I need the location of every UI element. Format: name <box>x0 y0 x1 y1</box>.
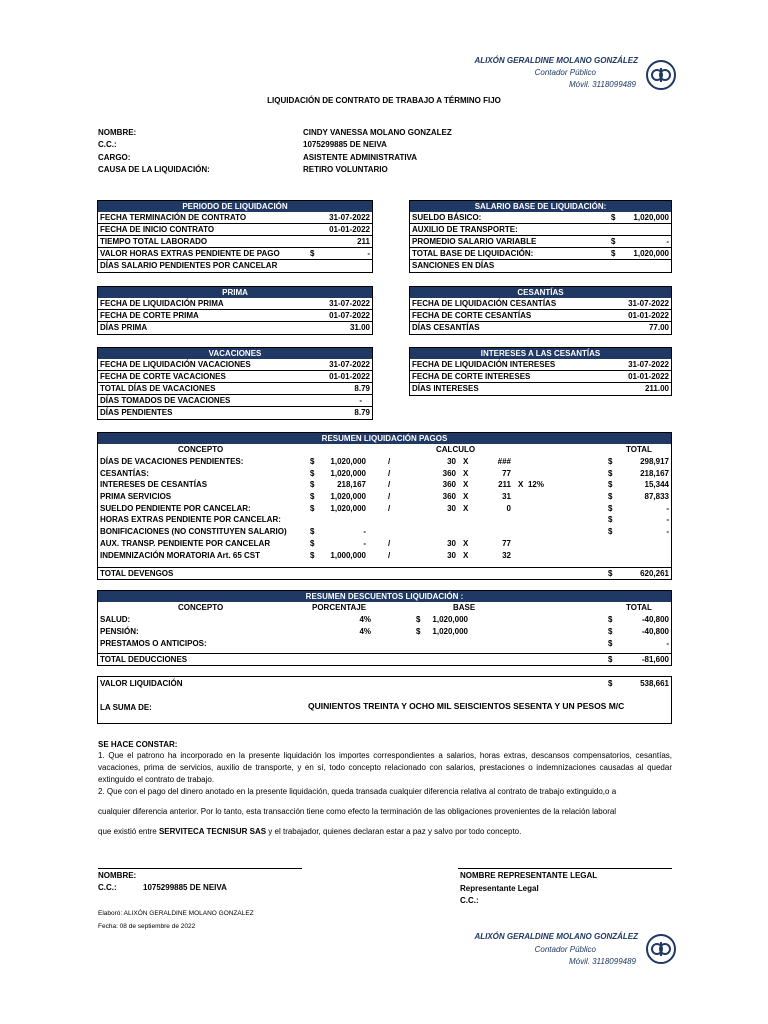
vacaciones-row: FECHA DE LIQUIDACIÓN VACACIONES 31-07-2022 <box>100 360 370 369</box>
pagos-cell-s1: $ <box>310 492 315 502</box>
accountant-name: ALIXÓN GERALDINE MOLANO GONZÁLEZ <box>474 56 638 65</box>
pagos-cell-k: PRIMA SERVICIOS <box>100 492 172 502</box>
salario-row: TOTAL BASE DE LIQUIDACIÓN: $ 1,020,000 <box>412 249 669 258</box>
constar-title: SE HACE CONSTAR: <box>98 740 178 749</box>
suma-value: QUINIENTOS TREINTA Y OCHO MIL SEISCIENTOS SESENTA Y UN PESOS M/C <box>308 701 625 711</box>
descuentos-cell-t: -40,800 <box>641 627 669 636</box>
pagos-cell-s1: $ <box>310 480 315 490</box>
pagos-cell-s1: $ <box>310 527 315 537</box>
salario-title: SALARIO BASE DE LIQUIDACIÓN: <box>410 201 671 212</box>
descuentos-porcentaje-header: PORCENTAJE <box>312 603 367 612</box>
pagos-cell-k: DÍAS DE VACACIONES PENDIENTES: <box>100 457 244 466</box>
pagos-cell-p: 12% <box>527 480 544 490</box>
pagos-row <box>98 491 671 503</box>
pagos-rows <box>98 456 671 561</box>
periodo-row: FECHA TERMINACIÓN DE CONTRATO 31-07-2022 <box>100 213 370 222</box>
valor-currency: $ <box>608 679 613 688</box>
salario-row: SUELDO BÁSICO: $ 1,020,000 <box>412 213 669 222</box>
pagos-row <box>98 456 671 468</box>
descuentos-cell-s1: $ <box>416 615 421 624</box>
pagos-cell-m: 31 <box>502 492 511 502</box>
descuentos-cell-k: PRESTAMOS O ANTICIPOS: <box>100 639 207 648</box>
descuentos-cell-t: -40,800 <box>641 615 669 624</box>
pagos-cell-k: INTERESES DE CESANTÍAS <box>100 480 208 490</box>
signature-line-left <box>98 868 302 869</box>
cc-value: 1075299885 DE NEIVA <box>303 140 387 149</box>
pagos-cell-s2: $ <box>608 468 613 478</box>
pagos-cell-t: 87,833 <box>644 492 669 502</box>
pagos-cell-x: X <box>463 550 469 560</box>
pagos-cell-k: CESANTÍAS: <box>100 468 149 478</box>
cesantias-row: FECHA DE CORTE CESANTÍAS 01-01-2022 <box>412 311 669 320</box>
prima-title: PRIMA <box>98 287 372 298</box>
representante-title: NOMBRE REPRESENTANTE LEGAL <box>460 871 598 880</box>
salario-row: AUXILIO DE TRANSPORTE: <box>410 224 671 236</box>
document-title: LIQUIDACIÓN DE CONTRATO DE TRABAJO A TÉRMINO FIJO <box>267 96 501 105</box>
fecha-text: Fecha: 08 de septiembre de 2022 <box>98 923 196 930</box>
company-name: SERVITECA TECNISUR SAS <box>158 827 267 836</box>
constar-paragraph-2a: 2. Que con el pago del dinero anotado en la presente liquidación, queda transada cualquier diferencia relativa al contrato de trabajo extinguido,o a <box>98 787 617 796</box>
intereses-row: FECHA DE CORTE INTERESES 01-01-2022 <box>412 372 669 381</box>
descuentos-total-value: -81,600 <box>641 655 669 664</box>
pagos-cell-t: - <box>666 503 669 513</box>
pagos-row <box>98 538 671 550</box>
descuentos-cell-b: 1,020,000 <box>432 615 468 624</box>
pagos-cell-m: 77 <box>502 538 511 548</box>
elaboro-text: Elaboró: ALIXÓN GERALDINE MOLANO GONZALEZ <box>98 910 254 917</box>
salario-row: SANCIONES EN DÍAS <box>412 261 495 270</box>
pagos-cell-s1: $ <box>310 503 315 513</box>
descuentos-cell-b: 1,020,000 <box>432 627 468 636</box>
descuentos-cell-p: 4% <box>359 627 371 636</box>
descuentos-rows <box>98 614 671 650</box>
cesantias-row: DÍAS CESANTÍAS 77.00 <box>412 323 669 332</box>
pagos-cell-t: 218,167 <box>640 468 669 478</box>
pagos-cell-n: 30 <box>447 457 456 466</box>
pagos-cell-m: 211 <box>498 480 511 490</box>
pagos-cell-s2: $ <box>608 480 613 490</box>
pagos-cell-x2: X <box>518 480 524 490</box>
pagos-cell-op: / <box>388 503 391 513</box>
pagos-cell-s2: $ <box>608 527 613 537</box>
pagos-cell-t: 15,344 <box>644 480 669 490</box>
pagos-concepto-header: CONCEPTO <box>178 445 224 454</box>
descuentos-total-currency: $ <box>608 655 613 664</box>
pagos-cell-m: ### <box>497 457 511 466</box>
pagos-total-header: TOTAL <box>626 445 652 454</box>
footer-accountant-role: Contador Público <box>534 945 596 954</box>
pagos-cell-base: 1,020,000 <box>330 468 366 478</box>
pagos-cell-op: / <box>388 492 391 502</box>
prima-box <box>97 286 373 335</box>
causa-label: CAUSA DE LA LIQUIDACIÓN: <box>98 165 210 174</box>
descuentos-total-header: TOTAL <box>626 603 652 612</box>
footer-logo-icon <box>646 934 676 964</box>
intereses-box <box>409 347 672 396</box>
pagos-cell-s2: $ <box>608 492 613 502</box>
constar-paragraph-2b: cualquier diferencia anterior. Por lo tanto, esta transacción tiene como efecto la terminación de las obligaciones provenientes de la relación laboral <box>98 807 617 816</box>
pagos-cell-base: 218,167 <box>337 480 366 490</box>
vacaciones-row: FECHA DE CORTE VACACIONES 01-01-2022 <box>100 372 370 381</box>
cesantias-title: CESANTÍAS <box>410 287 671 298</box>
vacaciones-box <box>97 347 373 420</box>
representante-role: Representante Legal <box>460 884 539 893</box>
representante-cc: C.C.: <box>460 896 479 905</box>
pagos-total-row <box>98 567 671 579</box>
firma-cc-value: 1075299885 DE NEIVA <box>143 883 227 892</box>
constar-2c-post: y el trabajador, quienes declaran estar a paz y salvo por todo concepto. <box>266 827 522 836</box>
pagos-row <box>98 550 671 562</box>
vacaciones-row: DÍAS TOMADOS DE VACACIONES - <box>98 395 372 407</box>
descuentos-total-row <box>98 653 671 665</box>
pagos-cell-n: 360 <box>442 480 456 490</box>
causa-value: RETIRO VOLUNTARIO <box>303 165 388 174</box>
firma-nombre-label: NOMBRE: <box>98 871 137 880</box>
pagos-title: RESUMEN LIQUIDACIÓN PAGOS <box>98 433 671 444</box>
pagos-total-label: TOTAL DEVENGOS <box>100 569 174 578</box>
pagos-cell-op: / <box>388 468 391 478</box>
valor-label: VALOR LIQUIDACIÓN <box>100 679 183 688</box>
descuentos-row <box>98 638 671 650</box>
descuentos-total-label: TOTAL DEDUCCIONES <box>100 655 188 664</box>
pagos-cell-base: 1,020,000 <box>330 457 366 466</box>
intereses-row: FECHA DE LIQUIDACIÓN INTERESES 31-07-2022 <box>412 360 669 369</box>
pagos-cell-x: X <box>463 492 469 502</box>
periodo-box <box>97 200 373 273</box>
pagos-cell-s1: $ <box>310 468 315 478</box>
pagos-cell-base: 1,020,000 <box>330 492 366 502</box>
pagos-cell-s2: $ <box>608 515 613 525</box>
descuentos-title: RESUMEN DESCUENTOS LIQUIDACIÓN : <box>98 591 671 602</box>
vacaciones-title: VACACIONES <box>98 348 372 359</box>
salario-box <box>409 200 672 273</box>
descuentos-concepto-header: CONCEPTO <box>178 603 224 612</box>
suma-label: LA SUMA DE: <box>100 703 152 712</box>
periodo-row: FECHA DE INICIO CONTRATO 01-01-2022 <box>100 225 370 234</box>
cargo-label: CARGO: <box>98 153 131 162</box>
periodo-row: DÍAS SALARIO PENDIENTES POR CANCELAR <box>100 261 278 270</box>
pagos-row <box>98 503 671 515</box>
pagos-cell-s1: $ <box>310 538 315 548</box>
cesantias-row: FECHA DE LIQUIDACIÓN CESANTÍAS 31-07-2022 <box>412 299 669 308</box>
pagos-cell-n: 360 <box>442 468 456 478</box>
pagos-cell-s1: $ <box>310 550 315 560</box>
pagos-cell-m: 32 <box>502 550 511 560</box>
pagos-cell-base: - <box>363 527 366 537</box>
descuentos-cell-k: SALUD: <box>100 615 131 624</box>
pagos-cell-base: 1,000,000 <box>330 550 366 560</box>
nombre-value: CINDY VANESSA MOLANO GONZALEZ <box>303 128 452 137</box>
pagos-cell-base: - <box>363 538 366 548</box>
periodo-row: TIEMPO TOTAL LABORADO 211 <box>100 237 370 246</box>
pagos-cell-t: - <box>666 527 669 537</box>
cargo-value: ASISTENTE ADMINISTRATIVA <box>303 153 418 162</box>
accountant-logo-icon <box>646 60 676 90</box>
pagos-row <box>98 514 671 526</box>
pagos-cell-base: 1,020,000 <box>330 503 366 513</box>
pagos-cell-op: / <box>388 480 391 490</box>
footer-accountant-name: ALIXÓN GERALDINE MOLANO GONZÁLEZ <box>474 932 638 941</box>
constar-paragraph-2c <box>98 826 672 838</box>
descuentos-cell-p: 4% <box>359 615 371 624</box>
pagos-cell-x: X <box>463 457 469 466</box>
pagos-cell-k: BONIFICACIONES (NO CONSTITUYEN SALARIO) <box>100 527 287 537</box>
descuentos-base-header: BASE <box>453 603 476 612</box>
pagos-cell-k: SUELDO PENDIENTE POR CANCELAR: <box>100 503 251 513</box>
cesantias-box <box>409 286 672 335</box>
pagos-cell-k: AUX. TRANSP. PENDIENTE POR CANCELAR <box>100 538 271 548</box>
prima-row: FECHA DE CORTE PRIMA 01-07-2022 <box>100 311 370 320</box>
pagos-total-value: 620,261 <box>640 569 669 578</box>
pagos-cell-op: / <box>388 457 391 466</box>
pagos-total-currency: $ <box>608 569 613 578</box>
descuentos-cell-s2: $ <box>608 627 613 636</box>
pagos-cell-t: - <box>666 515 669 525</box>
pagos-cell-s1: $ <box>310 457 315 466</box>
pagos-cell-t: 298,917 <box>640 457 669 466</box>
salario-row: PROMEDIO SALARIO VARIABLE $ - <box>412 237 669 246</box>
pagos-cell-x: X <box>463 503 469 513</box>
pagos-box <box>97 432 672 580</box>
descuentos-cell-s2: $ <box>608 639 613 648</box>
pagos-cell-m: 77 <box>502 468 511 478</box>
descuentos-cell-k: PENSIÓN: <box>100 627 139 636</box>
valor-box <box>97 676 672 724</box>
pagos-cell-m: 0 <box>506 503 511 513</box>
pagos-row <box>98 479 671 491</box>
descuentos-row <box>98 626 671 638</box>
descuentos-box <box>97 590 672 666</box>
pagos-row <box>98 526 671 538</box>
pagos-cell-s2: $ <box>608 503 613 513</box>
nombre-label: NOMBRE: <box>98 128 137 137</box>
descuentos-cell-s1: $ <box>416 627 421 636</box>
periodo-title: PERIODO DE LIQUIDACIÓN <box>98 201 372 212</box>
cc-label: C.C.: <box>98 140 117 149</box>
pagos-cell-n: 30 <box>447 538 456 548</box>
pagos-cell-k: HORAS EXTRAS PENDIENTE POR CANCELAR: <box>100 515 281 525</box>
pagos-cell-n: 30 <box>447 550 456 560</box>
footer-accountant-phone: Móvil. 3118099489 <box>568 957 636 966</box>
constar-2c-pre: que existió entre <box>98 827 159 836</box>
vacaciones-row: DÍAS PENDIENTES 8.79 <box>100 408 370 417</box>
descuentos-cell-t: - <box>666 639 669 648</box>
pagos-cell-n: 360 <box>442 492 456 502</box>
valor-value: 538,661 <box>640 679 669 688</box>
pagos-cell-x: X <box>463 468 469 478</box>
constar-paragraph-1: 1. Que el patrono ha incorporado en la presente liquidación los importes correspondientes a salarios, horas extras, descansos compensatorios, cesantías, vacaciones, prima de servicios, auxilio de transporte, y en sí, todo concepto relacionado con salarios, prestaciones o indemnizaciones causadas al quedar extinguido el contrato de trabajo. <box>98 751 672 784</box>
pagos-cell-x: X <box>463 480 469 490</box>
firma-cc-label: C.C.: <box>98 883 117 892</box>
pagos-cell-k: INDEMNIZACIÓN MORATORIA Art. 65 CST <box>100 550 261 560</box>
accountant-phone: Móvil. 3118099489 <box>568 80 636 89</box>
pagos-header-row <box>98 444 671 456</box>
pagos-cell-n: 30 <box>447 503 456 513</box>
intereses-row: DÍAS INTERESES 211.00 <box>412 384 669 393</box>
pagos-cell-x: X <box>463 538 469 548</box>
prima-row: DÍAS PRIMA 31.00 <box>100 323 370 332</box>
periodo-row: VALOR HORAS EXTRAS PENDIENTE DE PAGO $ - <box>100 249 370 258</box>
intereses-title: INTERESES A LAS CESANTÍAS <box>410 348 671 359</box>
descuentos-header-row <box>98 602 671 614</box>
pagos-cell-op: / <box>388 550 391 560</box>
descuentos-cell-s2: $ <box>608 615 613 624</box>
pagos-cell-op: / <box>388 538 391 548</box>
pagos-row <box>98 468 671 480</box>
descuentos-row <box>98 614 671 626</box>
pagos-cell-s2: $ <box>608 457 613 466</box>
signature-line-right <box>458 868 672 869</box>
vacaciones-row: TOTAL DÍAS DE VACACIONES 8.79 <box>100 384 370 393</box>
accountant-role: Contador Público <box>534 68 596 77</box>
prima-row: FECHA DE LIQUIDACIÓN PRIMA 31-07-2022 <box>100 299 370 308</box>
pagos-calculo-header: CALCULO <box>436 445 476 454</box>
